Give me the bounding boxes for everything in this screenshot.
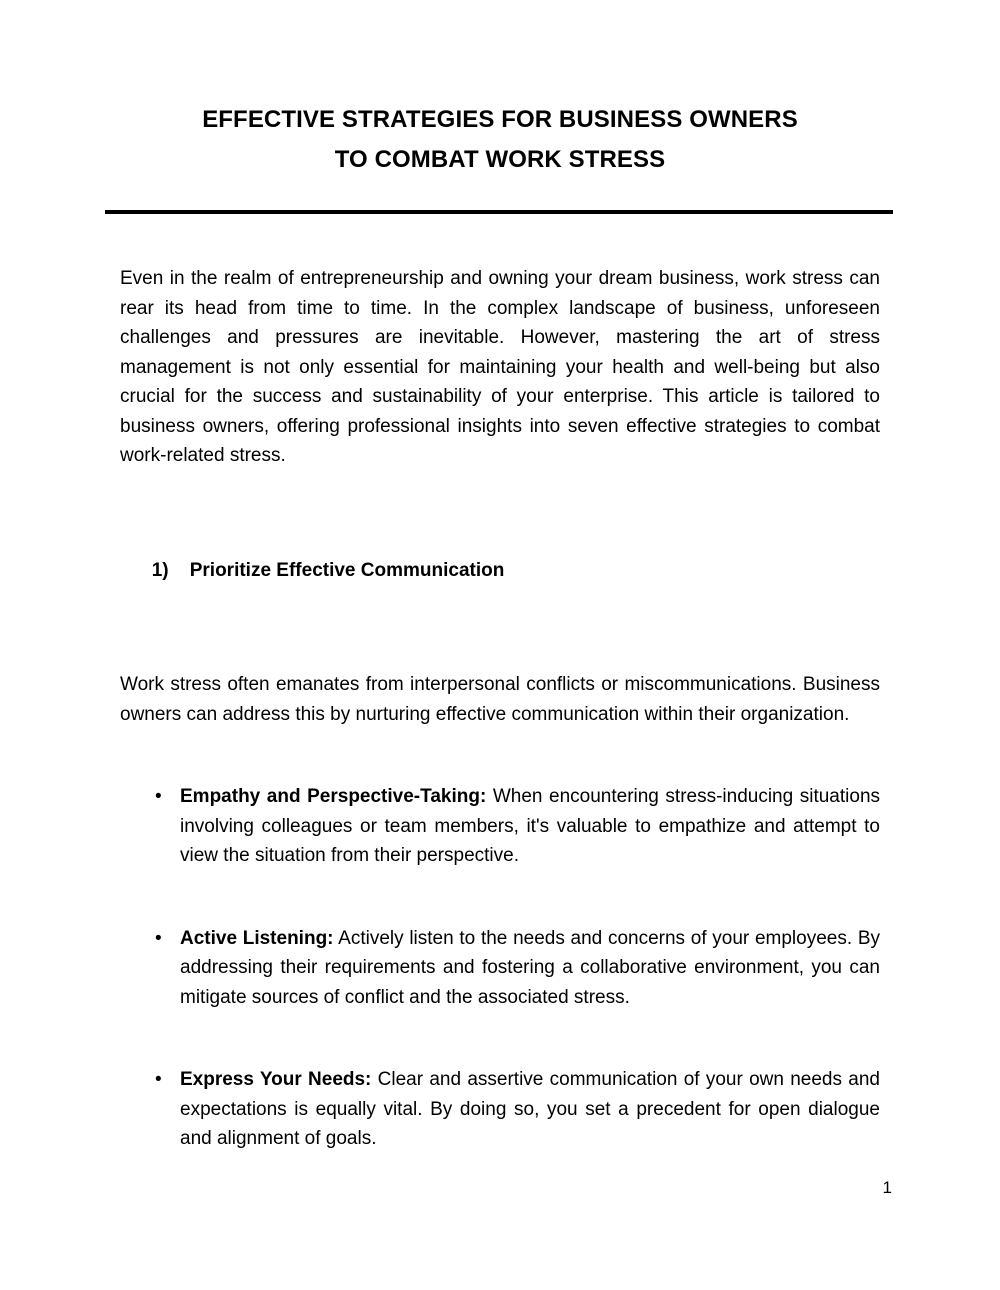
bullet-term: Express Your Needs: <box>180 1069 372 1090</box>
bullet-text: Clear and assertive communication of your own needs and expectations is equally vital. By doing so, you set a precedent for open dialogue and alignment of goals. <box>180 1069 880 1149</box>
document-body <box>120 264 880 1154</box>
document-title-line-2: TO COMBAT WORK STRESS <box>334 146 666 173</box>
intro-paragraph: Even in the realm of entrepreneurship and owning your dream business, work stress can rear its head from time to time. In the complex landscape of business, unforeseen challenges and pressures are inevitable. However, mastering the art of stress management is not only essential for maintaining your health and well-being but also crucial for the success and sustainability of your enterprise. This article is tailored to business owners, offering professional insights into seven effective strategies to combat work-related stress. <box>120 268 880 466</box>
section-heading-1 <box>120 527 880 616</box>
section-heading-gap <box>169 560 190 581</box>
document-title-block <box>0 0 1000 180</box>
bullet-disc-icon: • <box>155 1069 162 1090</box>
document-title-line-1: EFFECTIVE STRATEGIES FOR BUSINESS OWNERS <box>202 106 798 133</box>
bullet-text: When encountering stress-inducing situations involving colleagues or team members, it's valuable to empathize and attempt to view the situation from their perspective. <box>180 786 881 866</box>
section-number: 1) <box>151 560 169 581</box>
bullet-term: Active Listening: <box>180 927 334 949</box>
strategy-bullet-list <box>120 782 880 1154</box>
bullet-disc-icon: • <box>155 786 162 807</box>
title-divider-rule <box>105 210 893 214</box>
bullet-text: Actively listen to the needs and concerns of your employees. By addressing their requirements and fostering a collaborative environment, you can mitigate sources of conflict and the associated stress. <box>180 927 881 1008</box>
page-number: 1 <box>882 1178 892 1197</box>
bullet-term: Empathy and Perspective-Taking: <box>180 786 487 807</box>
section-heading-text: Prioritize Effective Communication <box>189 560 505 581</box>
list-item <box>120 924 880 1013</box>
bullet-disc-icon: • <box>155 927 162 949</box>
list-item <box>120 1065 880 1154</box>
section-lead-paragraph: Work stress often emanates from interpersonal conflicts or miscommunications. Business owners can address this by nurturing effective communication within their organization. <box>120 674 880 725</box>
list-item <box>120 782 880 871</box>
